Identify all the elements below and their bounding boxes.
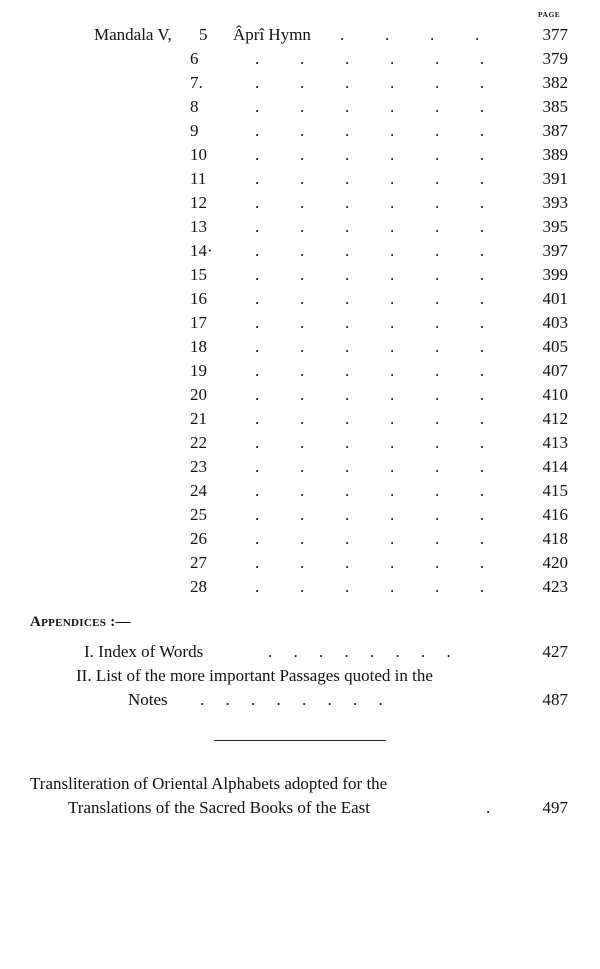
leader-dots: . . . . . . [255,265,485,284]
leader-dots: . . . . . . [255,505,485,524]
hymn-number: 24 [190,481,207,500]
leader-dots: . . . . . . [255,385,485,404]
leader-dots: . . . . . . [255,121,485,140]
contents-row [0,216,600,238]
leader-dots: . . . . . . [255,289,485,308]
hymn-number: 12 [190,193,207,212]
page-number: 410 [542,385,568,404]
hymn-number: 19 [190,361,207,380]
leader-dots: . . . . . . [255,577,485,596]
leader-dots: . . . . . . [255,529,485,548]
page-number: 415 [542,481,568,500]
leader-dots: . . . . . . [255,97,485,116]
leader-dots: . . . . . . [255,49,485,68]
page-number: 413 [542,433,568,452]
contents-row [0,384,600,406]
leader-dots: . . . . . . [255,457,485,476]
hymn-number: 25 [190,505,207,524]
hymn-number: 28 [190,577,207,596]
hymn-number: 15 [190,265,207,284]
page-number: 397 [542,241,568,260]
hymn-number: 9 [190,121,199,140]
hymn-number: 21 [190,409,207,428]
leader-dots: . . . . . . [255,169,485,188]
hymn-number: 23 [190,457,207,476]
page-number: 427 [542,642,568,661]
page-number: 377 [542,25,568,44]
page-number: 412 [542,409,568,428]
contents-row [0,480,600,502]
page-number: 391 [542,169,568,188]
leader-dots: . . . . . . [255,433,485,452]
appendix-entry-list-cont [128,688,568,712]
leader-dots: . . . . [340,25,480,44]
hymn-number: 26 [190,529,207,548]
page-number: 379 [542,49,568,68]
hymn-number: 5 [199,25,208,44]
appendix-list-label: II. List of the more important Passages quoted in the [76,666,433,685]
leader-dots: . . . . . . [255,193,485,212]
transliteration-line1: Transliteration of Oriental Alphabets adopted for the [30,774,388,793]
page-number: 414 [542,457,568,476]
page-number: 382 [542,73,568,92]
transliteration-entry [68,796,568,820]
page-number: 416 [542,505,568,524]
mandala-intro: Mandala V, [94,25,172,44]
page-number: 385 [542,97,568,116]
contents-row [0,432,600,454]
contents-row [0,72,600,94]
hymn-number: 10 [190,145,207,164]
hymn-number: 14· [190,241,213,260]
leader-dots: . . . . . . . . [268,642,451,661]
hymn-number: 8 [190,97,199,116]
page-number: 387 [542,121,568,140]
page-number: 420 [542,553,568,572]
contents-row [0,96,600,118]
appendix-list-label-cont: Notes [128,690,168,709]
contents-row [0,120,600,142]
contents-row [0,288,600,310]
leader-dots: . . . . . . [255,481,485,500]
contents-row-first [0,24,600,46]
transliteration-line2: Translations of the Sacred Books of the East [68,798,371,817]
hymn-number: 17 [190,313,207,332]
contents-row [0,360,600,382]
page-number: 407 [542,361,568,380]
contents-row [0,240,600,262]
contents-row [0,168,600,190]
hymn-number: 16 [190,289,207,308]
appendix-index-label: I. Index of Words [84,642,204,661]
leader-dots: . . . . . . [255,361,485,380]
contents-row [0,264,600,286]
page-number: 395 [542,217,568,236]
hymn-number: 27 [190,553,207,572]
leader-dots: . . . . . . . . [200,690,383,709]
hymn-number: 11 [190,169,207,188]
hymn-number: 7. [190,73,203,92]
hymn-number: 20 [190,385,207,404]
appendix-entry-index [84,640,568,664]
hymn-number: 13 [190,217,207,236]
hymn-number: 22 [190,433,207,452]
leader-dots: . . . . . . [255,553,485,572]
leader-dots: . . . . . . [255,409,485,428]
hymn-number: 18 [190,337,207,356]
contents-row [0,336,600,358]
leader-dots: . [486,798,491,817]
page-number: 405 [542,337,568,356]
leader-dots: . . . . . . [255,337,485,356]
contents-row [0,48,600,70]
contents-row [0,312,600,334]
contents-row [0,504,600,526]
contents-row [0,192,600,214]
contents-row [0,408,600,430]
page-number: 401 [542,289,568,308]
page-number: 418 [542,529,568,548]
contents-row [0,456,600,478]
hymn-title: Âprî Hymn [233,25,311,44]
page-number: 389 [542,145,568,164]
page-number: 497 [542,798,568,817]
appendix-entry-list [76,664,568,688]
leader-dots: . . . . . . [255,241,485,260]
page-number: 399 [542,265,568,284]
contents-row [0,576,600,598]
hymn-number: 6 [190,49,199,68]
leader-dots: . . . . . . [255,145,485,164]
contents-row [0,552,600,574]
page-number: 403 [542,313,568,332]
page-number: 487 [542,690,568,709]
contents-row [0,144,600,166]
page-column-header: PAGE [538,10,561,19]
leader-dots: . . . . . . [255,217,485,236]
page-number: 393 [542,193,568,212]
appendices-heading: Appendices :— [30,614,131,630]
section-divider [214,740,386,741]
contents-row [0,528,600,550]
leader-dots: . . . . . . [255,73,485,92]
leader-dots: . . . . . . [255,313,485,332]
page-number: 423 [542,577,568,596]
